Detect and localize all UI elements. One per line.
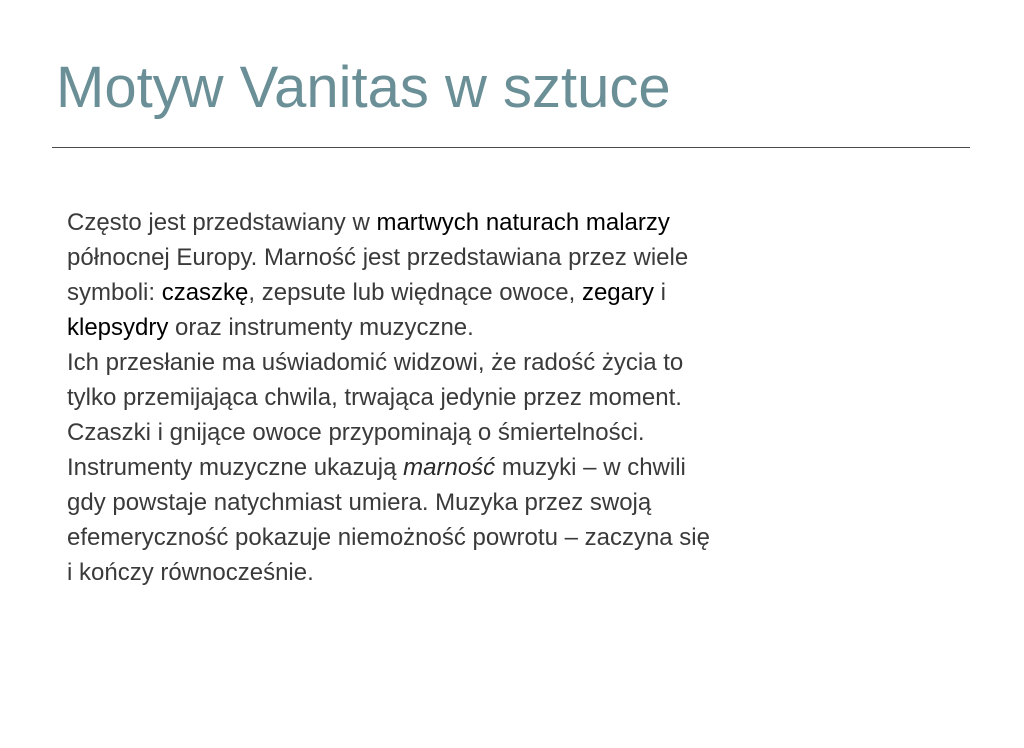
emphasis-marnosc: marność xyxy=(403,454,496,481)
text-run: Instrumenty muzyczne ukazują xyxy=(67,454,404,481)
slide-title: Motyw Vanitas w sztuce xyxy=(56,55,671,120)
text-line xyxy=(67,310,867,345)
text-run: symboli: xyxy=(67,279,162,306)
text-line: Czaszki i gnijące owoce przypominają o śmiertelności. xyxy=(67,419,645,446)
link-klepsydry[interactable]: klepsydry xyxy=(67,314,169,341)
text-line xyxy=(67,205,867,240)
title-divider xyxy=(52,147,970,148)
text-line: tylko przemijająca chwila, trwająca jedynie przez moment. xyxy=(67,384,682,411)
text-line: efemeryczność pokazuje niemożność powrotu – zaczyna się xyxy=(67,524,710,551)
link-czaszka[interactable]: czaszkę xyxy=(161,279,249,306)
link-zegary[interactable]: zegary xyxy=(581,279,654,306)
text-run: Często jest przedstawiany w xyxy=(67,209,377,236)
text-run: muzyki – w chwili xyxy=(495,454,686,481)
text-line: Ich przesłanie ma uświadomić widzowi, że radość życia to xyxy=(67,349,684,376)
text-line xyxy=(67,450,867,485)
link-martwe-natury[interactable]: martwych naturach malarzy xyxy=(376,209,670,236)
text-run: i xyxy=(653,279,666,306)
text-run: , zepsute lub więdnące owoce, xyxy=(248,279,582,306)
text-run: oraz instrumenty muzyczne. xyxy=(168,314,474,341)
body-paragraph xyxy=(67,205,867,590)
text-line: północnej Europy. Marność jest przedstawiana przez wiele xyxy=(67,244,689,271)
text-line: gdy powstaje natychmiast umiera. Muzyka przez swoją xyxy=(67,489,652,516)
text-line: i kończy równocześnie. xyxy=(67,559,314,586)
text-line xyxy=(67,275,867,310)
